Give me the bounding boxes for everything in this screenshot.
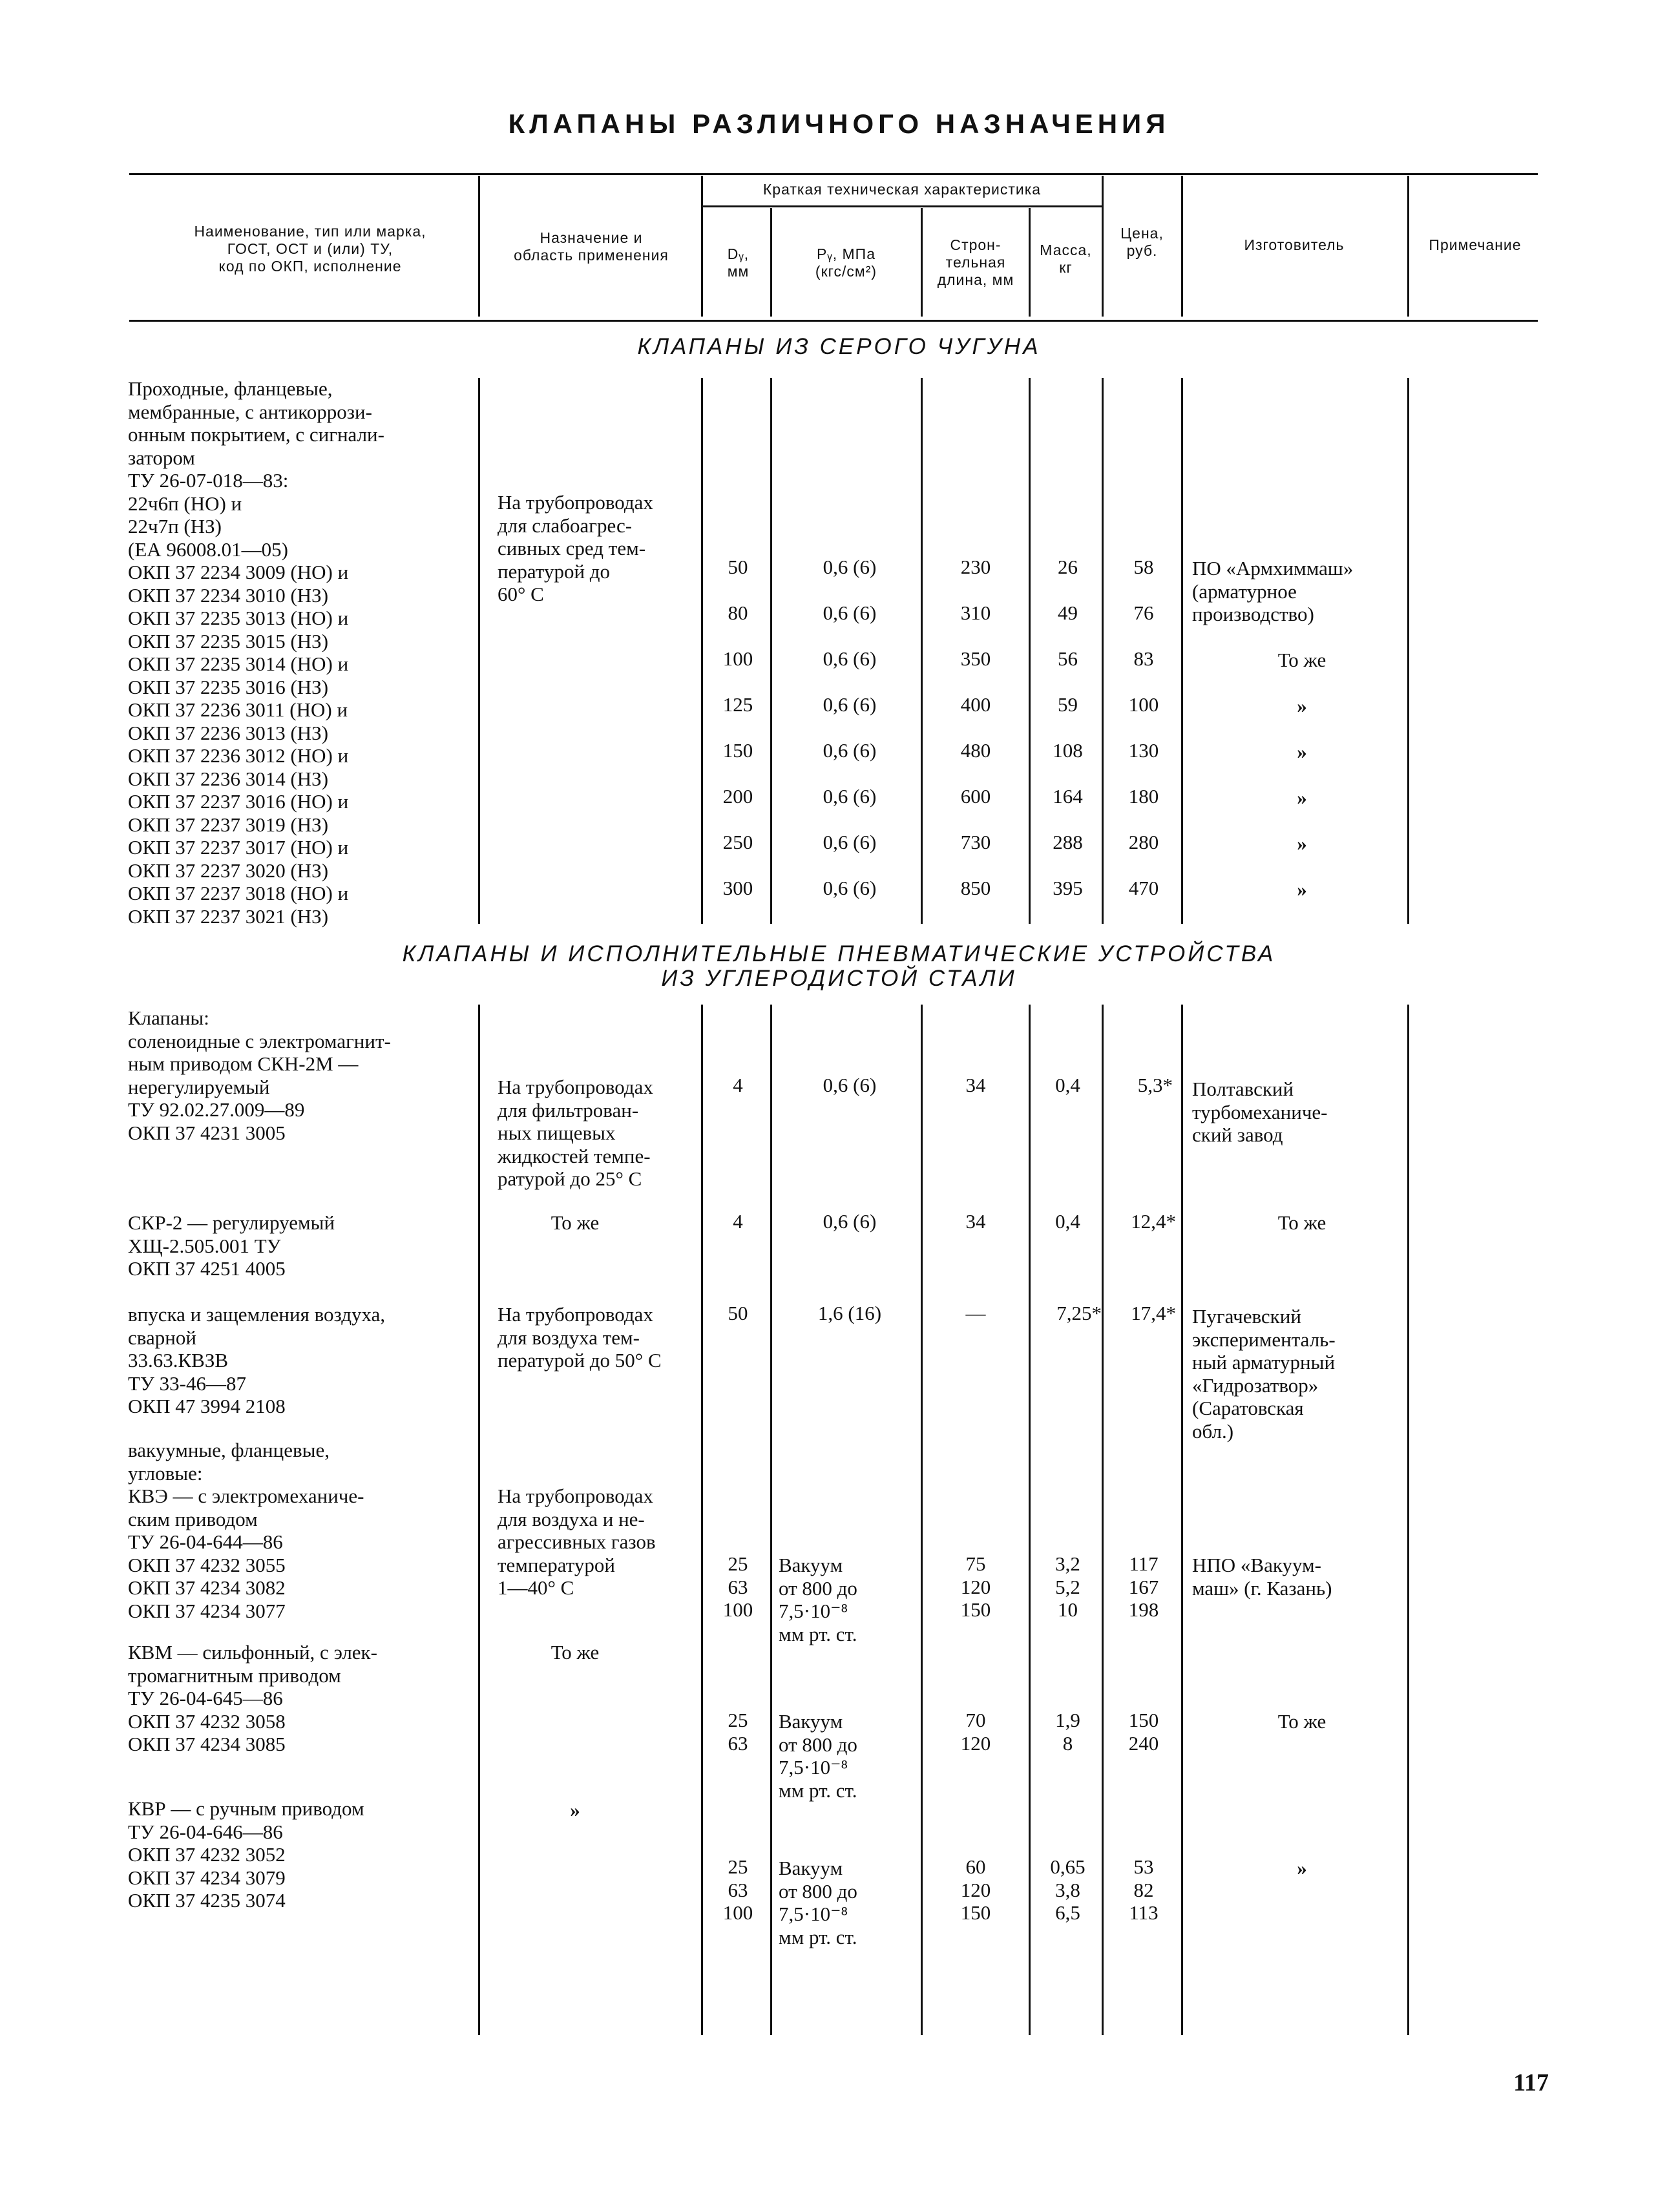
cell-maker: ПО «Армхиммаш» (арматурное производство) xyxy=(1192,557,1354,625)
cell-length: 350 xyxy=(960,647,991,670)
cast-iron-valve-purpose: На трубопроводах для слабоагрес- сивных сред тем- пературой до 60° С xyxy=(498,491,653,605)
cell-py: Вакуум от 800 до 7,5·10⁻⁸ мм рт. ст. xyxy=(779,1554,857,1645)
cell-py: 0,6 (6) xyxy=(823,1074,877,1096)
cell-mass: 164 xyxy=(1053,785,1083,808)
column-divider xyxy=(1407,1005,1409,2035)
column-divider xyxy=(770,378,772,924)
cell-py: 0,6 (6) xyxy=(823,601,877,624)
cell-py: 1,6 (16) xyxy=(817,1302,882,1324)
item-name: КВР — с ручным приводом ТУ 26-04-646—86 ОКП 37 4232 3052 ОКП 37 4234 3079 ОКП 37 4235 3074 xyxy=(128,1797,364,1912)
cell-price: 83 xyxy=(1133,647,1154,670)
cell-price: 280 xyxy=(1128,831,1159,853)
cell-mass: 59 xyxy=(1058,693,1078,716)
cell-maker: То же xyxy=(1277,1710,1327,1733)
cell-price: 117 167 198 xyxy=(1128,1552,1159,1621)
header-bottom-rule xyxy=(129,320,1538,322)
header-divider xyxy=(1102,176,1104,317)
header-tech-group: Краткая техническая характеристика xyxy=(762,181,1042,198)
cell-dy: 200 xyxy=(722,785,753,808)
cell-mass: 395 xyxy=(1053,877,1083,899)
header-divider xyxy=(701,176,703,317)
column-divider xyxy=(701,378,703,924)
item-name: впуска и защемления воздуха, сварной 33.63.КВЗВ ТУ 33-46—87 ОКП 47 3994 2108 xyxy=(128,1303,386,1417)
cell-dy: 125 xyxy=(722,693,753,716)
cell-price: 150 240 xyxy=(1128,1709,1159,1755)
cell-price: 12,4* xyxy=(1131,1210,1176,1233)
cell-dy: 80 xyxy=(728,601,748,624)
cell-maker: Пугачевский эксперименталь- ный арматурный «Гидрозатвор» (Саратовская обл.) xyxy=(1192,1305,1336,1443)
cell-dy: 4 xyxy=(733,1074,743,1096)
cast-iron-valve-name: Проходные, фланцевые, мембранные, с антикоррози- онным покрытием, с сигнали- затором ТУ 26-07-018—83: 22ч6п (НО) и 22ч7п (НЗ) (ЕА 96008.01—05) ОКП 37 2234 3009 (НО) и ОКП 37 2234 3010 (НЗ) ОКП 37 2235 3013 (НО) и ОКП 37 2235 3015 (НЗ) ОКП 37 2235 3014 (НО) и ОКП 37 2235 3016 (НЗ) ОКП 37 2236 3011 (НО) и ОКП 37 2236 3013 (НЗ) ОКП 37 2236 3012 (НО) и ОКП 37 2236 3014 (НЗ) ОКП 37 2237 3016 (НО) и ОКП 37 2237 3019 (НЗ) ОКП 37 2237 3017 (НО) и ОКП 37 2237 3020 (НЗ) ОКП 37 2237 3018 (НО) и ОКП 37 2237 3021 (НЗ) xyxy=(128,377,384,928)
cell-py: Вакуум от 800 до 7,5·10⁻⁸ мм рт. ст. xyxy=(779,1710,857,1802)
cell-maker: » xyxy=(1297,786,1307,809)
header-divider xyxy=(1029,208,1031,317)
item-name: вакуумные, фланцевые, угловые: КВЭ — с электромеханиче- ским приводом ТУ 26-04-644—86 ОКП 37 4232 3055 ОКП 37 4234 3082 ОКП 37 4234 3077 xyxy=(128,1439,364,1622)
cell-price: 470 xyxy=(1128,877,1159,899)
cell-py: 0,6 (6) xyxy=(823,693,877,716)
cell-length: 70 120 xyxy=(960,1709,991,1755)
cell-price: 100 xyxy=(1128,693,1159,716)
header-py: Pᵧ, МПа (кгс/см²) xyxy=(815,245,877,280)
table-top-rule xyxy=(129,173,1538,175)
cell-length: 480 xyxy=(960,739,991,762)
cell-length: 730 xyxy=(960,831,991,853)
header-price: Цена, руб. xyxy=(1120,225,1164,259)
header-dy: Dᵧ, мм xyxy=(727,245,750,280)
cell-dy: 50 xyxy=(728,556,748,578)
header-purpose: Назначение и область применения xyxy=(514,229,669,264)
section-heading-cast-iron: КЛАПАНЫ ИЗ СЕРОГО ЧУГУНА xyxy=(637,334,1041,359)
cell-price: 58 xyxy=(1133,556,1154,578)
column-divider xyxy=(1181,378,1183,924)
cell-price: 76 xyxy=(1133,601,1154,624)
item-purpose: То же xyxy=(551,1211,600,1234)
item-purpose: На трубопроводах для воздуха тем- пературой до 50° С xyxy=(498,1303,662,1372)
item-name: Клапаны: соленоидные с электромагнит- ным приводом СКН-2М — нерегулируемый ТУ 92.02.27.009—89 ОКП 37 4231 3005 xyxy=(128,1007,391,1144)
cell-maker: » xyxy=(1297,1857,1307,1879)
cell-dy: 300 xyxy=(722,877,753,899)
item-purpose: То же xyxy=(551,1641,600,1664)
column-divider xyxy=(478,1005,480,2035)
item-purpose: » xyxy=(570,1799,580,1821)
header-divider xyxy=(1181,176,1183,317)
cell-mass: 1,9 8 xyxy=(1055,1709,1080,1755)
cell-length: 230 xyxy=(960,556,991,578)
cell-dy: 25 63 100 xyxy=(722,1552,753,1621)
header-length: Строн- тельная длина, мм xyxy=(937,236,1014,288)
cell-mass: 49 xyxy=(1058,601,1078,624)
cell-py: 0,6 (6) xyxy=(823,647,877,670)
cell-mass: 0,4 xyxy=(1055,1210,1080,1233)
cell-mass: 56 xyxy=(1058,647,1078,670)
cell-price: 17,4* xyxy=(1131,1302,1176,1324)
cell-price: 180 xyxy=(1128,785,1159,808)
column-divider xyxy=(770,1005,772,2035)
column-divider xyxy=(1181,1005,1183,2035)
cell-dy: 100 xyxy=(722,647,753,670)
cell-maker: То же xyxy=(1277,649,1327,671)
header-mass: Масса, кг xyxy=(1040,242,1092,276)
cell-price: 5,3* xyxy=(1137,1074,1173,1096)
cell-mass: 0,4 xyxy=(1055,1074,1080,1096)
cell-length: 34 xyxy=(965,1074,986,1096)
item-purpose: На трубопроводах для фильтрован- ных пищевых жидкостей темпе- ратурой до 25° С xyxy=(498,1076,653,1190)
cell-py: 0,6 (6) xyxy=(823,1210,877,1233)
cell-dy: 25 63 100 xyxy=(722,1855,753,1924)
header-divider xyxy=(770,208,772,317)
cell-py: 0,6 (6) xyxy=(823,556,877,578)
cell-mass: 26 xyxy=(1058,556,1078,578)
cell-mass: 3,2 5,2 10 xyxy=(1055,1552,1080,1621)
item-name: СКР-2 — регулируемый ХЩ-2.505.001 ТУ ОКП 37 4251 4005 xyxy=(128,1211,335,1280)
section-heading-steel: КЛАПАНЫ И ИСПОЛНИТЕЛЬНЫЕ ПНЕВМАТИЧЕСКИЕ УСТРОЙСТВА ИЗ УГЛЕРОДИСТОЙ СТАЛИ xyxy=(402,941,1276,991)
page-number: 117 xyxy=(1513,2069,1549,2096)
cell-length: 400 xyxy=(960,693,991,716)
cell-mass: 108 xyxy=(1053,739,1083,762)
cell-py: 0,6 (6) xyxy=(823,739,877,762)
cell-py: 0,6 (6) xyxy=(823,785,877,808)
cell-length: 850 xyxy=(960,877,991,899)
item-purpose: На трубопроводах для воздуха и не- агрессивных газов температурой 1—40° С xyxy=(498,1485,656,1599)
header-maker: Изготовитель xyxy=(1244,236,1345,253)
header-divider xyxy=(1407,176,1409,317)
cell-dy: 4 xyxy=(733,1210,743,1233)
header-name: Наименование, тип или марка, ГОСТ, ОСТ и (или) ТУ, код по ОКП, исполнение xyxy=(194,223,426,275)
column-divider xyxy=(478,378,480,924)
cell-price: 130 xyxy=(1128,739,1159,762)
cell-maker: » xyxy=(1297,878,1307,901)
cell-length: 60 120 150 xyxy=(960,1855,991,1924)
header-divider xyxy=(478,176,480,317)
cell-length: 75 120 150 xyxy=(960,1552,991,1621)
cell-maker: Полтавский турбомеханиче- ский завод xyxy=(1192,1078,1328,1146)
cell-mass: 0,65 3,8 6,5 xyxy=(1050,1855,1085,1924)
cell-dy: 50 xyxy=(728,1302,748,1324)
cell-dy: 25 63 xyxy=(728,1709,748,1755)
cell-py: 0,6 (6) xyxy=(823,877,877,899)
group-underline xyxy=(701,205,1102,207)
cell-py: 0,6 (6) xyxy=(823,831,877,853)
cell-length: 34 xyxy=(965,1210,986,1233)
cell-price: 53 82 113 xyxy=(1129,1855,1159,1924)
item-name: КВМ — сильфонный, с элек- тромагнитным приводом ТУ 26-04-645—86 ОКП 37 4232 3058 ОКП 37 4234 3085 xyxy=(128,1641,377,1755)
cell-dy: 150 xyxy=(722,739,753,762)
cell-maker: » xyxy=(1297,740,1307,763)
header-divider xyxy=(921,208,923,317)
cell-length: 600 xyxy=(960,785,991,808)
cell-length: — xyxy=(965,1302,986,1324)
cell-maker: НПО «Вакуум- маш» (г. Казань) xyxy=(1192,1554,1332,1600)
header-note: Примечание xyxy=(1429,236,1522,253)
cell-length: 310 xyxy=(960,601,991,624)
cell-maker: » xyxy=(1297,832,1307,855)
cell-mass: 288 xyxy=(1053,831,1083,853)
cell-maker: » xyxy=(1297,694,1307,717)
cell-mass: 7,25* xyxy=(1056,1302,1102,1324)
cell-dy: 250 xyxy=(722,831,753,853)
cell-py: Вакуум от 800 до 7,5·10⁻⁸ мм рт. ст. xyxy=(779,1857,857,1948)
cell-maker: То же xyxy=(1277,1211,1327,1234)
page-title: КЛАПАНЫ РАЗЛИЧНОГО НАЗНАЧЕНИЯ xyxy=(508,109,1170,139)
